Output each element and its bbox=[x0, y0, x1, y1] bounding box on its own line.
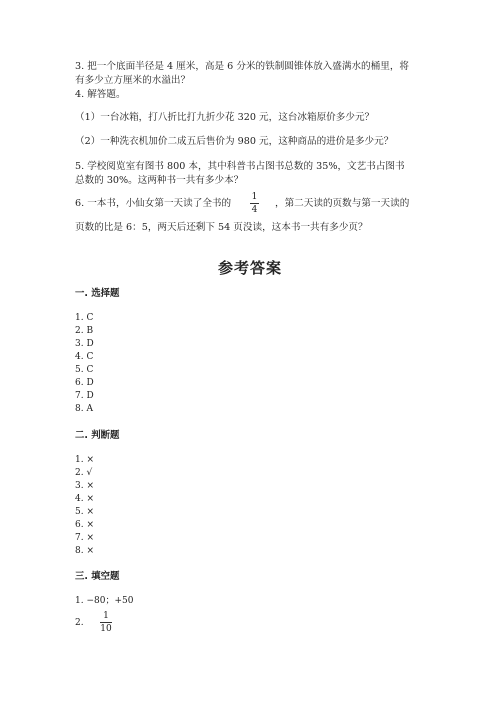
question-4-1: （1）一台冰箱，打八折比打九折少花 320 元，这台冰箱原价多少元？ bbox=[75, 112, 375, 123]
section-judge-heading: 二. 判断题 bbox=[75, 430, 120, 441]
choice-answer: 5. C bbox=[75, 365, 94, 375]
question-3-line-2: 有多少立方厘米的水溢出？ bbox=[75, 75, 191, 86]
choice-answer: 7. D bbox=[75, 391, 94, 401]
fill-answer-2-fraction bbox=[100, 611, 112, 634]
choice-answer: 1. C bbox=[75, 313, 94, 323]
fraction-numerator: 1 bbox=[103, 611, 109, 621]
question-6-line-2: 页数的比是 6：5，两天后还剩下 54 页没读，这本书一共有多少页？ bbox=[75, 222, 368, 233]
judge-answer: 7. × bbox=[75, 533, 94, 543]
question-6-part-b: ，第二天读的页数与第一天读的 bbox=[275, 198, 410, 209]
choice-answer: 2. B bbox=[75, 326, 94, 336]
fraction-denominator: 10 bbox=[100, 624, 112, 634]
fill-answer-1: 1. −80；+50 bbox=[75, 596, 134, 606]
section-choice-heading: 一. 选择题 bbox=[75, 288, 120, 299]
answers-title: 参考答案 bbox=[217, 259, 282, 277]
question-4-2: （2）一种洗衣机加价二成五后售价为 980 元，这种商品的进价是多少元？ bbox=[75, 136, 394, 147]
judge-answer: 5. × bbox=[75, 507, 94, 517]
fill-answer-2-label: 2. bbox=[75, 618, 84, 628]
judge-answer: 3. × bbox=[75, 481, 94, 491]
fraction-denominator: 4 bbox=[251, 205, 258, 215]
section-fill-heading: 三. 填空题 bbox=[75, 571, 120, 582]
judge-answer: 8. × bbox=[75, 546, 94, 556]
judge-answer: 6. × bbox=[75, 520, 94, 530]
fraction-numerator: 1 bbox=[251, 192, 258, 202]
question-6-part-a: 6. 一本书，小仙女第一天读了全书的 bbox=[75, 198, 232, 209]
fraction-bar bbox=[250, 203, 259, 204]
judge-answer: 4. × bbox=[75, 494, 94, 504]
fraction-bar bbox=[100, 622, 112, 623]
judge-answer: 1. × bbox=[75, 455, 94, 465]
question-3-line-1: 3. 把一个底面半径是 4 厘米，高是 6 分米的铁制圆锥体放入盛满水的桶里，将 bbox=[75, 61, 410, 72]
choice-answer: 4. C bbox=[75, 352, 94, 362]
question-5-line-2: 总数的 30%。这两种书一共有多少本？ bbox=[75, 175, 244, 186]
choice-answer: 6. D bbox=[75, 378, 94, 388]
question-4-heading: 4. 解答题。 bbox=[75, 89, 126, 100]
choice-answer: 8. A bbox=[75, 404, 93, 414]
question-6-fraction bbox=[250, 192, 259, 215]
judge-answer: 2. √ bbox=[75, 468, 93, 478]
question-5-line-1: 5. 学校阅览室有图书 800 本，其中科普书占图书总数的 35%，文艺书占图书 bbox=[75, 161, 405, 172]
choice-answer: 3. D bbox=[75, 339, 94, 349]
